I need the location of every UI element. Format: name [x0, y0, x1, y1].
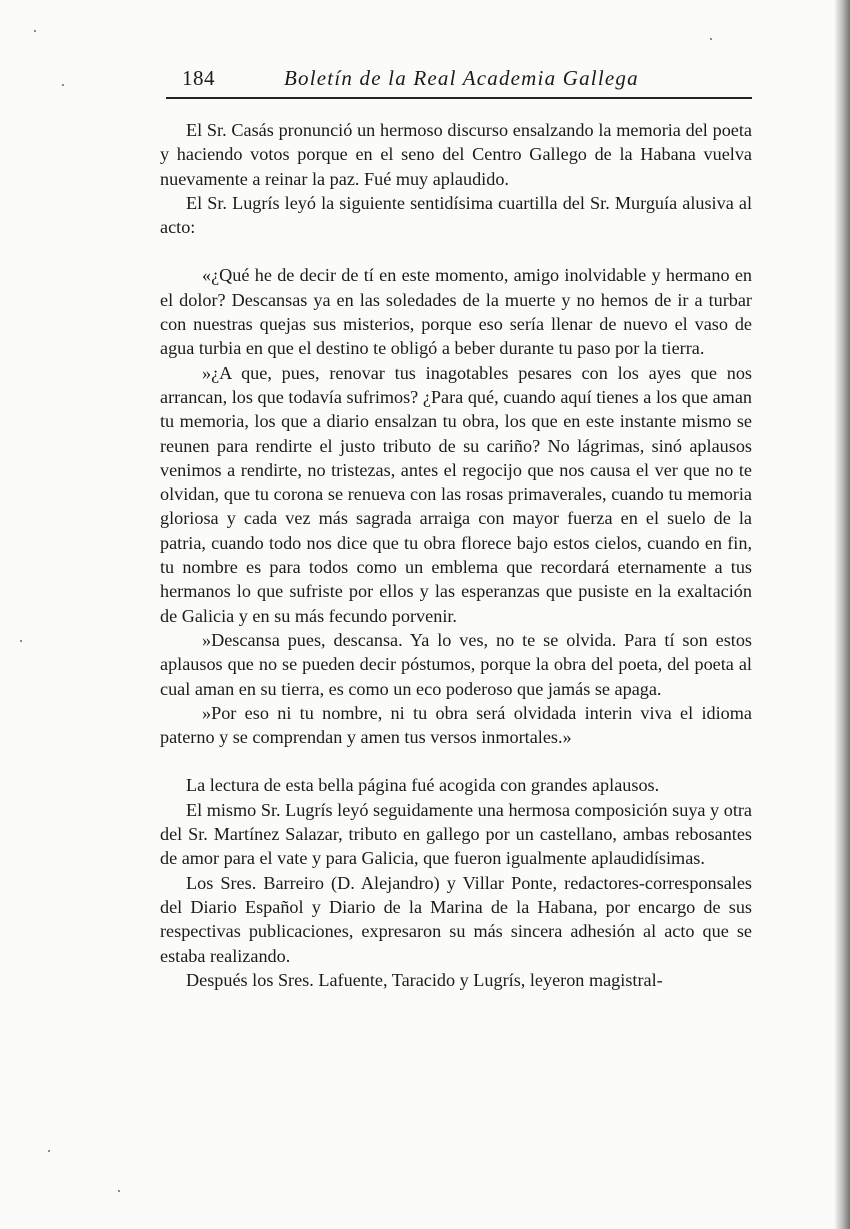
running-header	[168, 66, 750, 96]
paragraph-gap	[160, 239, 752, 263]
paragraph-readers: Después los Sres. Lafuente, Taracido y Lugrís, leyeron magistral-	[186, 969, 663, 990]
quote-paragraph-1: «¿Qué he de decir de tí en este momento, amigo inolvidable y hermano en el dolor? Descansas ya en las soledades de la muerte y no hemos de ir a turbar con nuestras quejas sus misterios, porque eso sería llenar de nuevo el vaso de agua turbia en que el destino te obligó a beber durante tu paso por la tierra.	[160, 265, 752, 359]
paragraph-composition: El mismo Sr. Lugrís leyó seguidamente una hermosa composición suya y otra del Sr. Martínez Salazar, tributo en gallego por un castellano, ambas rebosantes de amor para el vate y para Galicia, que fueron igualmente aplaudidísimas.	[160, 799, 752, 869]
paragraph-lugris-intro: El Sr. Lugrís leyó la siguiente sentidísima cuartilla del Sr. Murguía alusiva al acto:	[160, 192, 752, 238]
header-rule	[166, 97, 752, 99]
scan-speck	[48, 1150, 50, 1152]
scan-speck	[62, 84, 64, 86]
scan-speck	[20, 640, 22, 642]
quote-paragraph-4: »Por eso ni tu nombre, ni tu obra será olvidada interin viva el idioma paterno y se comprendan y amen tus versos inmortales.»	[160, 702, 752, 748]
journal-title: Boletín de la Real Academia Gallega	[284, 66, 639, 90]
quote-paragraph-3: »Descansa pues, descansa. Ya lo ves, no te se olvida. Para tí son estos aplausos que no se pueden decir póstumos, porque la obra del poeta, del poeta al cual aman en su tierra, es como un eco poderoso que jamás se apaga.	[160, 629, 752, 699]
scan-speck	[118, 1190, 120, 1192]
scan-speck	[34, 30, 36, 32]
paragraph-casas: El Sr. Casás pronunció un hermoso discurso ensalzando la memoria del poeta y haciendo votos porque en el seno del Centro Gallego de la Habana vuelva nuevamente a reinar la paz. Fué muy aplaudido.	[160, 120, 752, 189]
paragraph-gap	[160, 749, 752, 773]
page-edge-shadow	[834, 0, 850, 1229]
body-text	[160, 118, 752, 992]
quote-paragraph-2: »¿A que, pues, renovar tus inagotables pesares con los ayes que nos arrancan, los que todavía sufrimos? ¿Para qué, cuando aquí tienes a los que aman tu memoria, los que a diario ensalzan tu obra, los que en este instante mismo se reunen para rendirte el justo tributo de su cariño? No lágrimas, sinó aplausos venimos a rendirte, no tristezas, antes el regocijo que nos causa el ver que no te olvidan, que tu corona se renueva con las rosas primaverales, cuando tu memoria gloriosa y cada vez más sagrada arraiga con mayor fuerza en el suelo de la patria, cuando todo nos dice que tu obra florece bajo estos cielos, cuando en fin, tu nombre es para todos como un emblema que recordará eternamente a tus hermanos lo que sufriste por ellos y las esperanzas que pusiste en la exaltación de Galicia y en su más fecundo porvenir.	[160, 362, 752, 626]
page-number: 184	[182, 66, 215, 90]
paragraph-reception: La lectura de esta bella página fué acogida con grandes aplausos.	[186, 775, 660, 796]
paragraph-correspondents: Los Sres. Barreiro (D. Alejandro) y Villar Ponte, redactores-corresponsales del Diario Español y Diario de la Marina de la Habana, por encargo de sus respectivas publicaciones, expresaron su más sincera adhesión al acto que se estaba realizando.	[160, 872, 752, 966]
scan-speck	[710, 38, 712, 40]
